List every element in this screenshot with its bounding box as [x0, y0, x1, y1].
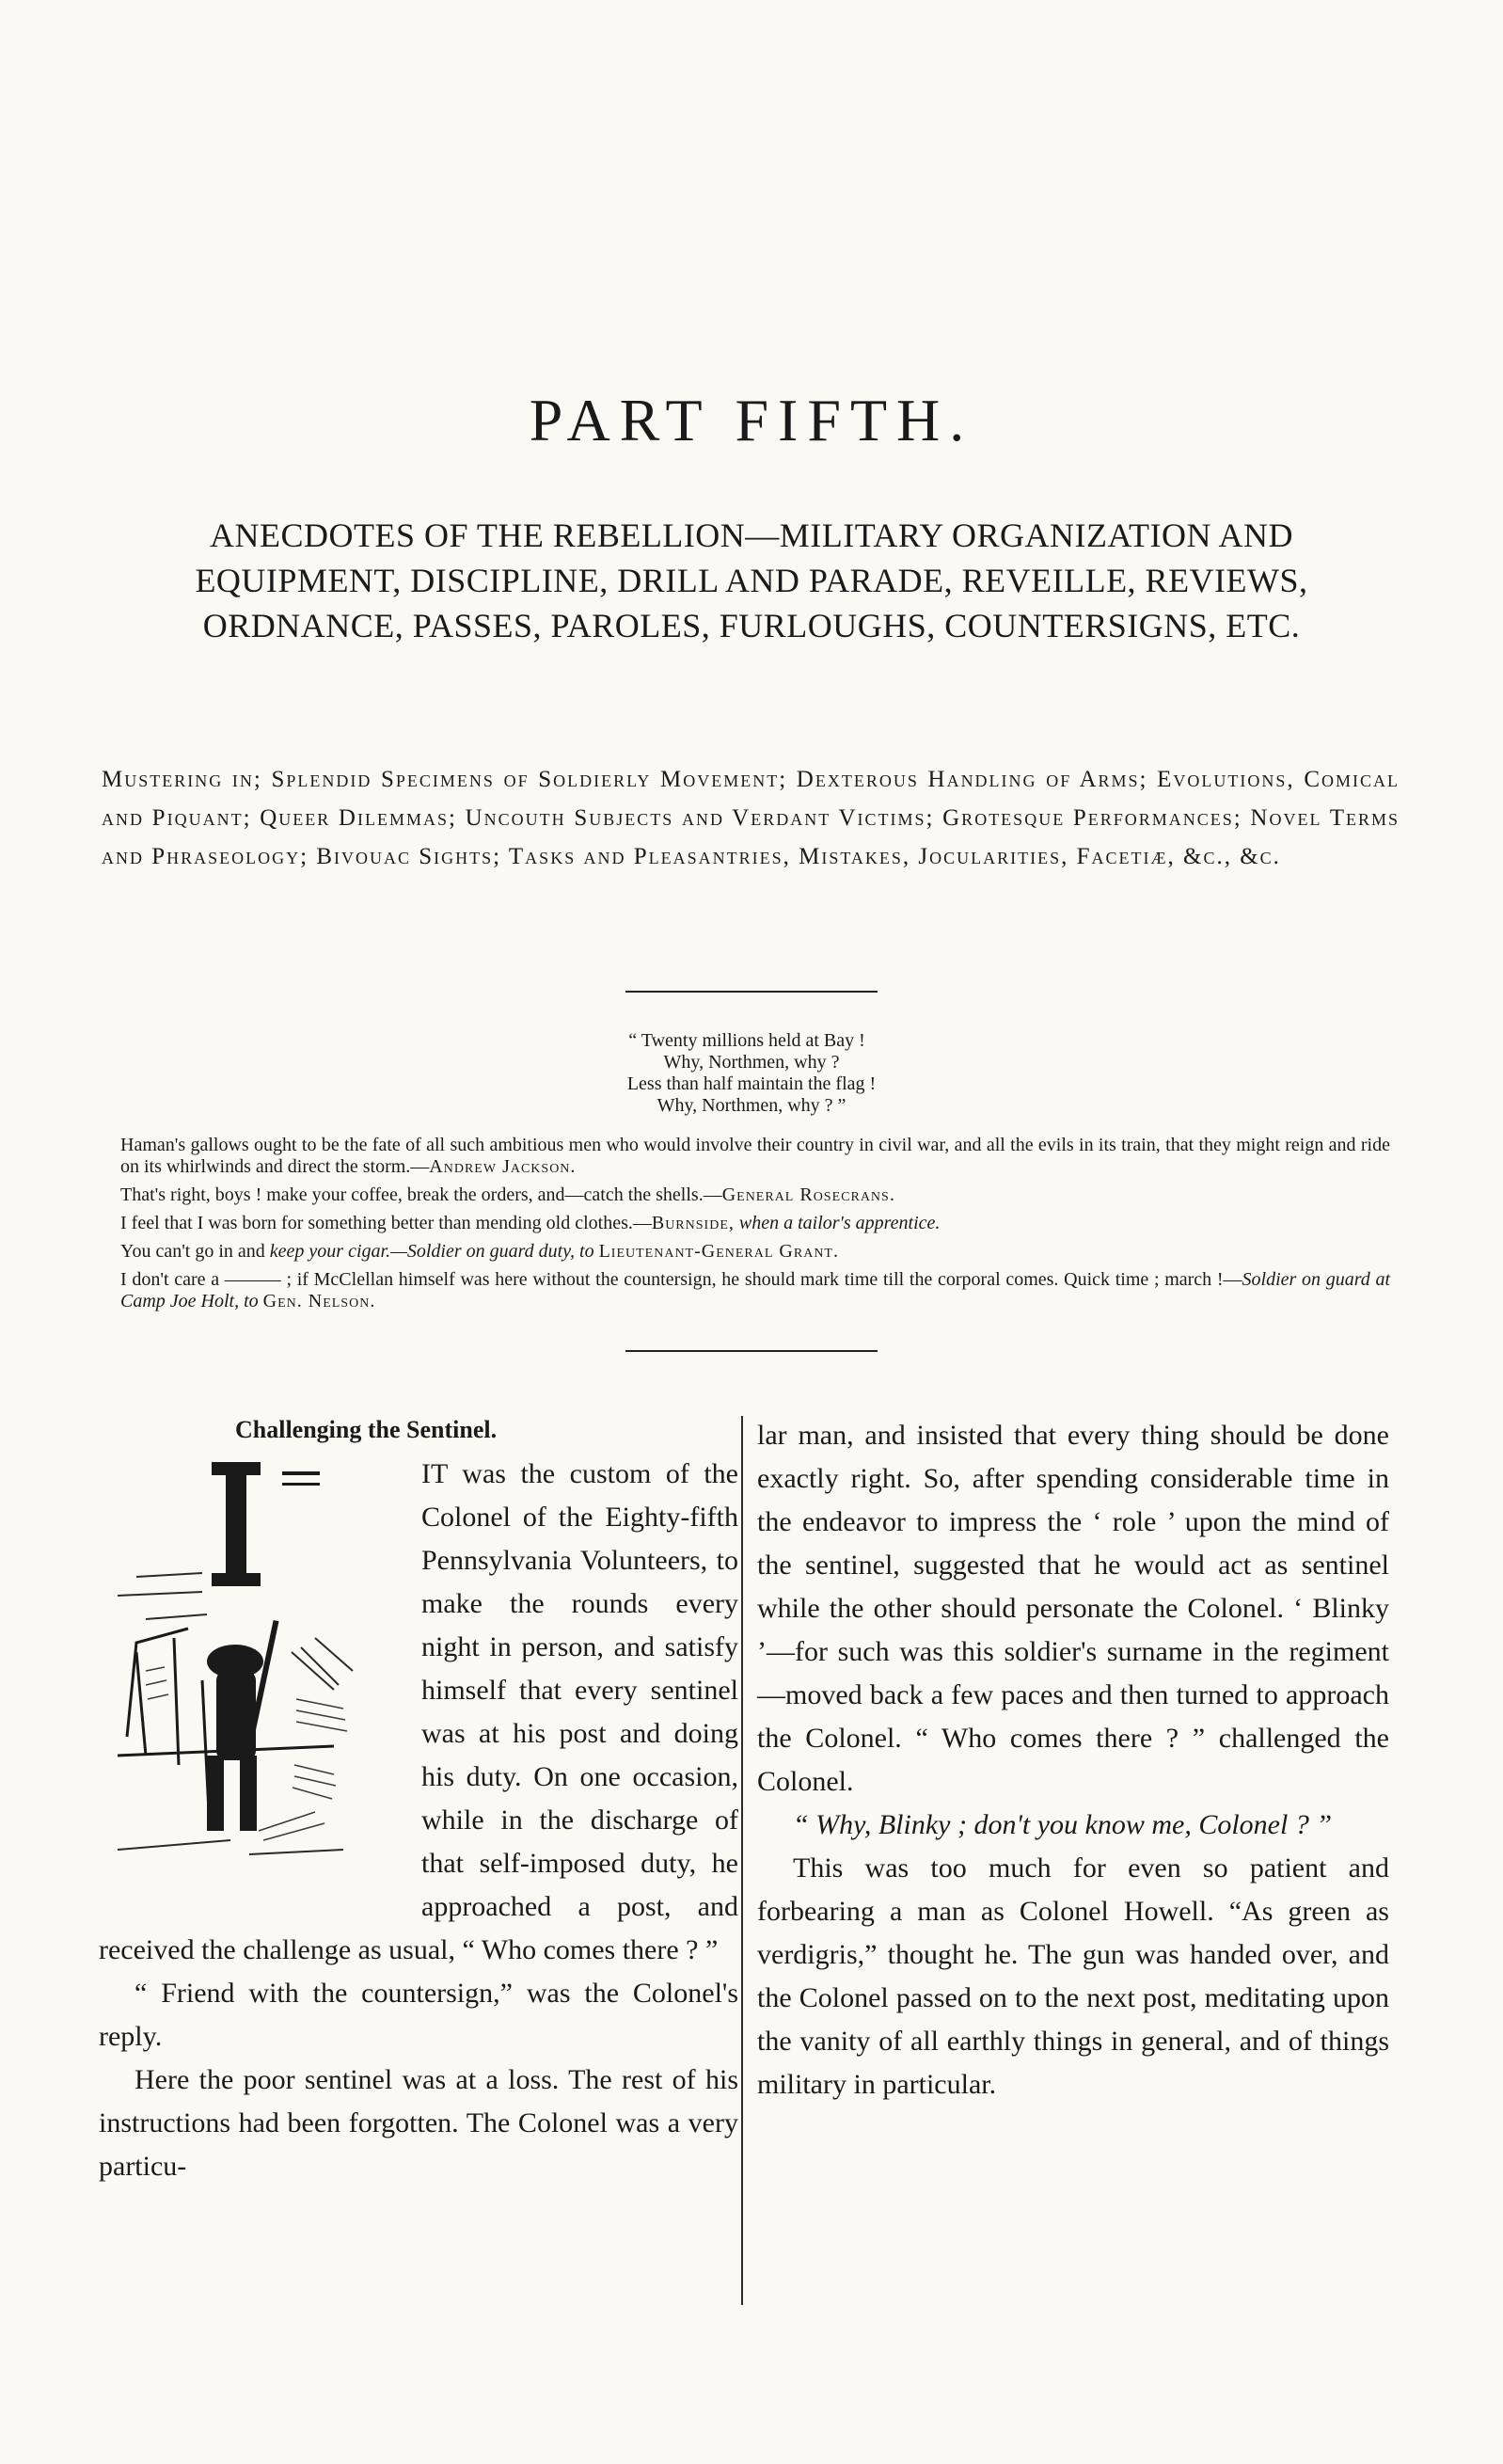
quote-author: General Rosecrans.: [721, 1184, 895, 1205]
quote-author: Gen. Nelson.: [262, 1291, 376, 1311]
quote-burnside: [120, 1213, 1390, 1234]
quote-jackson: [120, 1135, 1390, 1178]
quote-text: I don't care a ——— ; if McClellan himself was here without the countersign, he should mark time till the corporal comes. Quick time ; march !—: [120, 1269, 1242, 1290]
page-title: PART FIFTH.: [529, 387, 974, 453]
quote-italic: Soldier on guard at Camp Joe Holt, to: [120, 1269, 1390, 1311]
poem-line: Less than half maintain the flag !: [626, 1073, 877, 1094]
sentinel-engraving-icon: [99, 1455, 414, 1887]
quote-text: You can't go in and: [120, 1241, 265, 1262]
quote-text: Haman's gallows ought to be the fate of all such ambitious men who would involve their country in civil war, and all the evils in its train, that they might reign and ride on its whirlwinds and direct the storm.—: [120, 1135, 1390, 1177]
part-subtitle: ANECDOTES OF THE REBELLION—MILITARY ORGANIZATION AND EQUIPMENT, DISCIPLINE, DRILL AND PARADE, REVEILLE, REVIEWS, ORDNANCE, PASSES, PAROLES, FURLOUGHS, COUNTERSIGNS, ETC.: [195, 517, 1308, 644]
poem-line: Why, Northmen, why ? ”: [657, 1095, 846, 1116]
contents-summary: Mustering in; Splendid Specimens of Soldierly Movement; Dexterous Handling of Arms; Evolutions, Comical and Piquant; Queer Dilemmas; Uncouth Subjects and Verdant Victims; Grotesque Performances; Novel Terms and Phraseology; Bivouac Sights; Tasks and Pleasantries, Mistakes, Jocularities, Facetiæ, &c., &c.: [102, 767, 1400, 869]
quote-author: Burnside,: [651, 1213, 735, 1233]
quote-note: when a tailor's apprentice.: [738, 1213, 941, 1233]
story-paragraph: IT was the custom of the Colonel of the Eighty-fifth Pennsylvania Volunteers, to make the rounds every night in person, and satisfy himself that every sentinel was at his post and doing his duty. On one occasion, while in the discharge of that self-imposed duty, he approached a post, and received the challenge as usual, “ Who comes there ? ”: [99, 1458, 738, 1965]
column-divider: [741, 1416, 743, 2305]
story-column-left: [99, 1411, 738, 2188]
story-heading: Challenging the Sentinel.: [235, 1416, 498, 1443]
quote-italic: keep your cigar.—Soldier on guard duty, to: [269, 1241, 594, 1262]
quote-text: I feel that I was born for something better than mending old clothes.—: [120, 1213, 652, 1233]
divider-rule-top: [625, 991, 878, 993]
story-paragraph: lar man, and insisted that every thing should be done exactly right. So, after spending considerable time in the endeavor to impress the ‘ role ’ upon the mind of the sentinel, suggested that he would act as sentinel while the other should personate the Colonel. ‘ Blinky ’—for such was this soldier's surname in the regiment—moved back a few paces and then turned to approach the Colonel. “ Who comes there ? ” challenged the Colonel.: [757, 1420, 1389, 1797]
quote-rosecrans: [120, 1184, 1390, 1206]
quote-grant: [120, 1241, 1390, 1263]
epigraph-quotes: [120, 1135, 1390, 1319]
quote-nelson: [120, 1269, 1390, 1312]
quote-author: Andrew Jackson.: [429, 1156, 577, 1177]
story-column-right: [757, 1414, 1389, 2106]
quote-author: Lieutenant-General Grant.: [598, 1241, 839, 1262]
poem-line: Why, Northmen, why ?: [663, 1052, 840, 1073]
story-paragraph: Here the poor sentinel was at a loss. The rest of his instructions had been forgotten. The Colonel was a very particu-: [99, 2064, 738, 2182]
quote-text: That's right, boys ! make your coffee, break the orders, and—catch the shells.—: [120, 1184, 722, 1205]
story-paragraph: “ Friend with the countersign,” was the Colonel's reply.: [99, 1978, 738, 2052]
epigraph-poem: [0, 1030, 1503, 1117]
story-paragraph: “ Why, Blinky ; don't you know me, Colonel ? ”: [793, 1809, 1333, 1840]
poem-line: “ Twenty millions held at Bay !: [628, 1030, 865, 1051]
divider-rule-bottom: [625, 1350, 878, 1352]
story-paragraph: This was too much for even so patient and forbearing a man as Colonel Howell. “As green as verdigris,” thought he. The gun was handed over, and the Colonel passed on to the next post, meditating upon the vanity of all earthly things in general, and of things military in particular.: [757, 1852, 1389, 2100]
